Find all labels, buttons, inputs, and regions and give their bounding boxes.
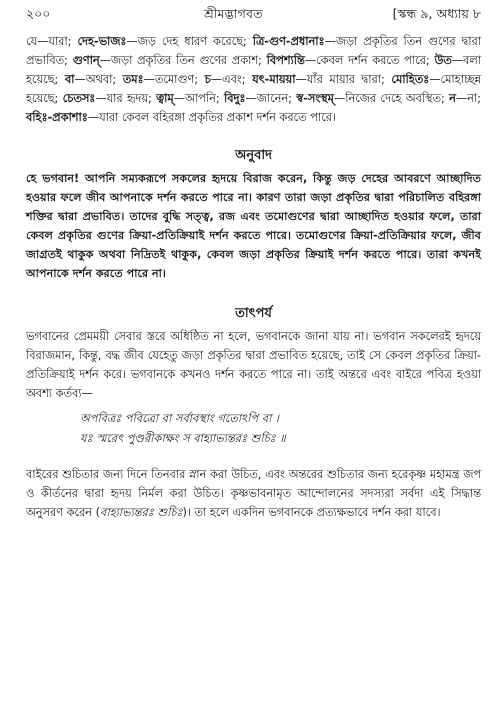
synonym-meaning: —যারা কেবল বহিরঙ্গা প্রকৃতির প্রকাশ দর্শন করতে পারে। — [87, 111, 336, 124]
page-number: ২০০ — [26, 6, 51, 21]
purport-2-term: বাহ্যাভ্যন্তরঃ শুচিঃ — [100, 506, 183, 519]
verse-line-1: অপবিত্রঃ পবিত্রো বা সর্বাবস্থাং গতোঽপি বা । — [80, 412, 279, 425]
synonym-term: বা — [64, 73, 75, 86]
translation-heading: অনুবাদ — [235, 148, 272, 163]
purport-paragraph-2 — [26, 465, 481, 522]
synonym-meaning: —যারা; — [37, 35, 78, 48]
synonym-meaning: —মোহাচ্ছন্ন হয়েছে; — [26, 73, 481, 105]
synonym-meaning: —জড়া প্রকৃতির তিন গুণের প্রকাশ; — [99, 54, 267, 67]
synonym-term: তমঃ — [122, 73, 144, 86]
synonym-meaning: —অথবা; — [74, 73, 123, 86]
synonym-meaning: —নিজের দেহে অবস্থিত; — [333, 92, 450, 105]
synonym-meaning: —জানেন; — [245, 92, 297, 105]
synonym-term: ন — [449, 92, 456, 105]
synonym-meaning: —কেবল দর্শন করতে পারে; — [304, 54, 435, 67]
synonym-term: স্ব-সংস্থম্ — [296, 92, 334, 105]
synonym-meaning: —তমোগুণ; — [143, 73, 205, 86]
synonym-meaning: —যাঁর মায়ার দ্বারা; — [295, 73, 392, 86]
synonym-meaning: —বলা হয়েছে; — [26, 54, 481, 86]
purport-2-part-b: )। তা হলে একদিন ভগবানকে প্রত্যক্ষভাবে দর্শন করা যাবে। — [182, 506, 441, 519]
synonym-term: মোহিতঃ — [391, 73, 430, 86]
synonym-term: উত — [434, 54, 452, 67]
synonym-term: চেতসঃ — [62, 92, 96, 105]
page-header — [26, 6, 481, 28]
synonym-meaning: —এবং; — [210, 73, 253, 86]
sanskrit-verse — [80, 409, 481, 449]
word-meanings — [26, 32, 481, 127]
synonym-meaning: —না; — [455, 92, 481, 105]
synonym-meaning: —জড় দেহ ধারণ করেছে; — [126, 35, 253, 48]
synonym-term: গুণান্ — [72, 54, 100, 67]
synonym-term: চ — [204, 73, 211, 86]
synonym-term: যৎ-মায়য়া — [252, 73, 296, 86]
synonym-term: বিপশ্যন্তি — [266, 54, 305, 67]
synonym-meaning: —জড়া প্রকৃতির তিন গুণের দ্বারা প্রভাবিত; — [26, 35, 481, 67]
book-title: শ্রীমদ্ভাগবত — [204, 6, 263, 21]
synonym-meaning: যে — [26, 35, 38, 48]
purport-paragraph-1: ভগবানের প্রেমময়ী সেবার স্তরে অধিষ্ঠিত না হলে, ভগবানকে জানা যায় না। ভগবান সকলেরই হৃদয়ে বিরাজমান, কিন্তু, বদ্ধ জীব যেহেতু জড়া প্রকৃতির দ্বারা প্রভাবিত হয়েছে, তাই সে কেবল প্রকৃতির ক্রিয়া-প্রতিক্রিয়াই দর্শন করে। ভগবানকে কখনও দর্শন করতে পারে না। তাই অন্তরে এবং বাইরে পবিত্র হওয়া অবশ্য কর্তব্য— — [26, 330, 481, 400]
chapter-reference: [স্কন্ধ ৯, অধ্যায় ৮ — [392, 6, 481, 21]
verse-line-2: যঃ স্মরেৎ পুণ্ডরীকাক্ষং স বাহ্যাভ্যন্তরঃ শুচিঃ ॥ — [80, 432, 286, 445]
purport-heading: তাৎপর্য — [235, 306, 272, 321]
synonym-term: বহিঃ-প্রকাশাঃ — [26, 111, 88, 124]
translation-text: হে ভগবান! আপনি সম্যকরূপে সকলের হৃদয়ে বিরাজ করেন, কিন্তু জড় দেহের আবরণে আচ্ছাদিত হওয়ার ফলে জীব আপনাকে দর্শন করতে পারে না। কারণ তারা জড়া প্রকৃতির দ্বারা পরিচালিত বহিরঙ্গা শক্তির দ্বারা প্রভাবিত। তাদের বুদ্ধি সত্ত্ব, রজ এবং তমোগুণের দ্বারা আচ্ছাদিত হওয়ার ফলে, তারা কেবল প্রকৃতির গুণের ক্রিয়া-প্রতিক্রিয়াই দর্শন করতে পারে। তমোগুণের ক্রিয়া-প্রতিক্রিয়ার ফলে, জীব জাগ্রতই থাকুক অথবা নিদ্রিতই থাকুক, কেবল জড়া প্রকৃতির ক্রিয়াই দর্শন করতে পারে। তারা কখনই আপনাকে দর্শন করতে পারে না। — [26, 172, 481, 280]
synonym-meaning: —যার হৃদয়; — [95, 92, 157, 105]
synonym-term: ত্বাম্ — [156, 92, 174, 105]
synonym-term: দেহ-ভাজঃ — [77, 35, 127, 48]
synonym-term: বিদুঃ — [223, 92, 246, 105]
synonym-term: ত্রি-গুণ-প্রধানাঃ — [252, 35, 325, 48]
purport-2-part-a: বাইরের শুচিতার জন্য দিনে তিনবার স্নান করা উচিত, এবং অন্তরের শুচিতার জন্য হরেকৃষ্ণ মহামন্ত্র জপ ও কীর্তনের দ্বারা হৃদয় নির্মল করা উচিত। কৃষ্ণভাবনামৃত আন্দোলনের সদস্যরা সর্বদা এই সিদ্ধান্ত অনুসরণ করেন ( — [26, 468, 481, 519]
synonym-meaning: —আপনি; — [173, 92, 224, 105]
